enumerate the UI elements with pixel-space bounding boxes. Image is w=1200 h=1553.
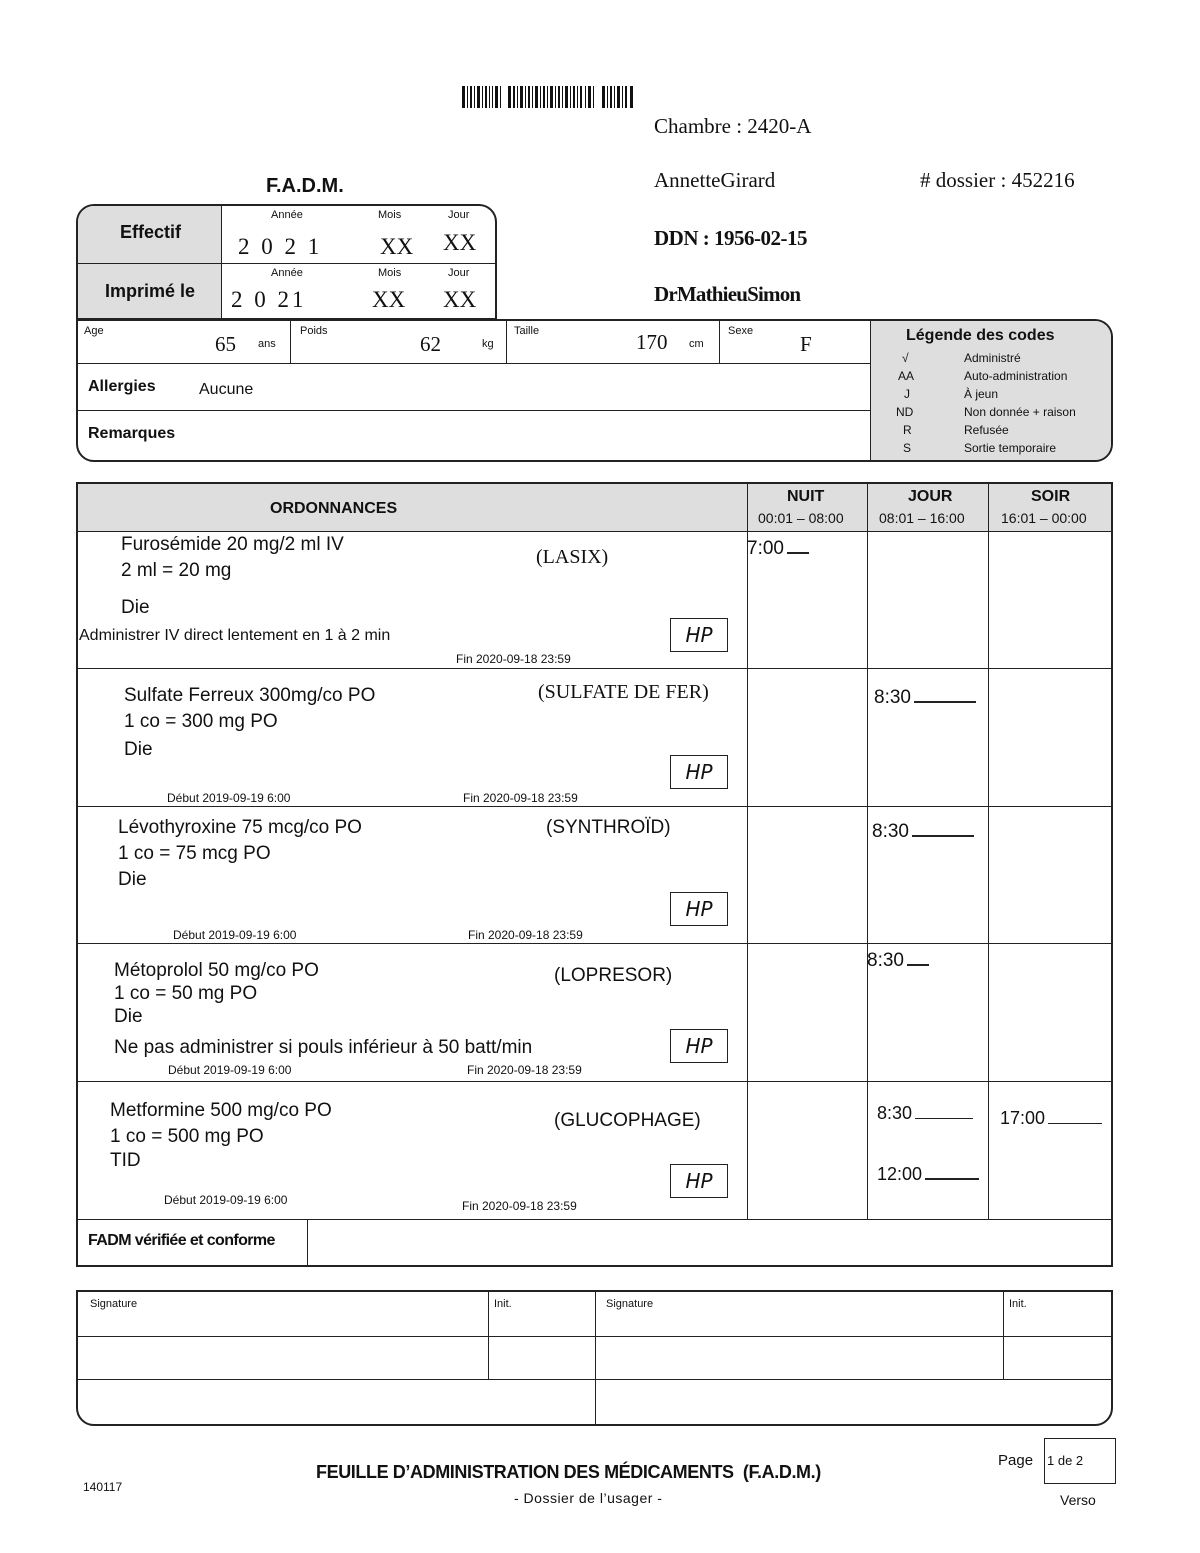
orders-table <box>76 482 1113 1267</box>
sex-label: Sexe <box>728 325 754 337</box>
remarks-label: Remarques <box>88 425 176 442</box>
order-4-note: Ne pas administrer si pouls inférieur à 50 batt/min <box>114 1037 533 1058</box>
imprime-month: XX <box>372 287 406 312</box>
imprime-label: Imprimé le <box>105 281 196 301</box>
order-1-frequency: Die <box>121 597 150 618</box>
order-1-brand: (LASIX) <box>536 546 609 568</box>
order-4-end: Fin 2020-09-18 23:59 <box>467 1063 582 1077</box>
order-4-start: Début 2019-09-19 6:00 <box>168 1063 292 1077</box>
order-2-frequency: Die <box>124 739 153 760</box>
order-3-start: Début 2019-09-19 6:00 <box>173 928 297 942</box>
footer-subtitle: - Dossier de l’usager - <box>514 1490 663 1506</box>
age-label: Age <box>84 325 104 337</box>
effectif-day-label: Jour <box>448 209 470 221</box>
order-5-jour-time <box>877 1103 973 1124</box>
doctor-name: DrMathieuSimon <box>654 282 801 306</box>
order-1-dose: 2 ml = 20 mg <box>121 560 232 581</box>
page-number-box <box>1044 1438 1116 1484</box>
effectif-month: XX <box>380 234 414 259</box>
signature-label-1: Signature <box>90 1298 138 1310</box>
order-3-end: Fin 2020-09-18 23:59 <box>468 928 583 942</box>
order-5-jour-time-2-text: 12:00 <box>877 1164 923 1184</box>
dossier-number: # dossier : 452216 <box>920 168 1075 192</box>
order-4-jour-time <box>867 950 929 972</box>
room-number: Chambre : 2420-A <box>654 114 812 138</box>
date-box <box>76 204 497 320</box>
order-5-jour-time-2 <box>877 1164 979 1185</box>
order-1-note: Administrer IV direct lentement en 1 à 2 min <box>79 627 391 644</box>
order-4-initials: HP <box>670 1029 728 1063</box>
form-code: 140117 <box>83 1480 123 1494</box>
imprime-day: XX <box>443 287 477 312</box>
date-of-birth: DDN : 1956-02-15 <box>654 226 807 250</box>
order-5-soir-time-text: 17:00 <box>1000 1108 1046 1128</box>
order-5-frequency: TID <box>110 1150 141 1171</box>
height-value: 170 <box>636 330 668 354</box>
legend-text-2: Auto-administration <box>964 369 1068 383</box>
order-2-jour-time-text: 8:30 <box>874 687 911 708</box>
order-2-initials: HP <box>670 755 728 789</box>
order-3-brand: (SYNTHROÏD) <box>546 817 671 838</box>
signature-label-2: Signature <box>606 1298 654 1310</box>
effectif-year-label: Année <box>271 209 303 221</box>
footer-title: FEUILLE D’ADMINISTRATION DES MÉDICAMENTS (F.A.D.M.) <box>316 1462 821 1482</box>
patient-info-box <box>76 319 1113 462</box>
age-unit: ans <box>258 338 276 350</box>
order-4-jour-time-text: 8:30 <box>867 950 904 971</box>
height-unit: cm <box>689 338 704 350</box>
age-value: 65 <box>215 332 236 356</box>
order-1-nuit-time <box>747 538 809 560</box>
order-3-initials: HP <box>670 892 728 926</box>
legend-text-3: À jeun <box>964 387 999 401</box>
order-5-start: Début 2019-09-19 6:00 <box>164 1193 288 1207</box>
imprime-year: 2 0 21 <box>231 287 307 312</box>
page-label: Page <box>998 1452 1034 1469</box>
order-2-dose: 1 co = 300 mg PO <box>124 711 278 732</box>
order-5-name: Metformine 500 mg/co PO <box>110 1100 332 1121</box>
height-label: Taille <box>514 325 540 337</box>
order-4-brand: (LOPRESOR) <box>554 965 673 986</box>
legend-code-3: J <box>904 387 910 401</box>
orders-header: ORDONNANCES <box>270 500 398 517</box>
legend-title: Légende des codes <box>906 327 1055 344</box>
effectif-day: XX <box>443 230 477 255</box>
init-label-2: Init. <box>1009 1298 1027 1310</box>
imprime-day-label: Jour <box>448 267 470 279</box>
order-5-end: Fin 2020-09-18 23:59 <box>462 1199 577 1213</box>
order-5-dose: 1 co = 500 mg PO <box>110 1126 264 1147</box>
barcode <box>462 86 634 110</box>
order-2-jour-time <box>874 687 976 709</box>
order-2-brand: (SULFATE DE FER) <box>538 681 709 703</box>
legend-text-4: Non donnée + raison <box>964 405 1076 419</box>
nuit-hours: 00:01 – 08:00 <box>758 510 844 526</box>
order-1-nuit-time-text: 7:00 <box>747 538 784 559</box>
order-1-initials: HP <box>670 618 728 652</box>
jour-hours: 08:01 – 16:00 <box>879 510 965 526</box>
order-4-frequency: Die <box>114 1006 143 1027</box>
weight-value: 62 <box>420 332 441 356</box>
allergies-label: Allergies <box>88 378 156 395</box>
order-3-name: Lévothyroxine 75 mcg/co PO <box>118 817 362 838</box>
order-5-initials: HP <box>670 1164 728 1198</box>
legend-code-1: √ <box>902 351 909 365</box>
nuit-header: NUIT <box>787 488 825 505</box>
order-2-start: Début 2019-09-19 6:00 <box>167 791 291 805</box>
order-5-soir-time <box>1000 1108 1102 1129</box>
order-1-end: Fin 2020-09-18 23:59 <box>456 652 571 666</box>
imprime-year-label: Année <box>271 267 303 279</box>
order-3-dose: 1 co = 75 mcg PO <box>118 843 271 864</box>
order-2-end: Fin 2020-09-18 23:59 <box>463 791 578 805</box>
effectif-month-label: Mois <box>378 209 402 221</box>
init-label-1: Init. <box>494 1298 512 1310</box>
order-1-name: Furosémide 20 mg/2 ml IV <box>121 534 344 555</box>
soir-header: SOIR <box>1031 488 1071 505</box>
order-4-name: Métoprolol 50 mg/co PO <box>114 960 319 981</box>
order-3-jour-time-text: 8:30 <box>872 821 909 842</box>
order-5-jour-time-text: 8:30 <box>877 1103 913 1123</box>
order-3-frequency: Die <box>118 869 147 890</box>
signature-box <box>76 1290 1113 1426</box>
legend-code-5: R <box>903 423 912 437</box>
allergies-value: Aucune <box>199 381 254 398</box>
jour-header: JOUR <box>908 488 953 505</box>
legend-text-6: Sortie temporaire <box>964 441 1057 455</box>
legend-text-5: Refusée <box>964 423 1009 437</box>
legend-code-2: AA <box>898 369 915 383</box>
soir-hours: 16:01 – 00:00 <box>1001 510 1087 526</box>
legend-code-4: ND <box>896 405 914 419</box>
weight-label: Poids <box>300 325 328 337</box>
effectif-year: 2 0 2 1 <box>238 234 323 259</box>
order-2-name: Sulfate Ferreux 300mg/co PO <box>124 685 376 706</box>
order-5-brand: (GLUCOPHAGE) <box>554 1110 701 1131</box>
sex-value: F <box>800 332 812 356</box>
legend-text-1: Administré <box>964 351 1021 365</box>
imprime-month-label: Mois <box>378 267 402 279</box>
weight-unit: kg <box>482 338 494 350</box>
verso-label: Verso <box>1060 1492 1096 1508</box>
effectif-label: Effectif <box>120 222 182 242</box>
order-4-dose: 1 co = 50 mg PO <box>114 983 258 1004</box>
patient-name: AnnetteGirard <box>654 168 776 192</box>
verified-label: FADM vérifiée et conforme <box>88 1232 275 1249</box>
order-3-jour-time <box>872 821 974 843</box>
legend-code-6: S <box>903 441 912 455</box>
form-title: F.A.D.M. <box>266 175 344 197</box>
page-number: 1 de 2 <box>1047 1453 1084 1468</box>
